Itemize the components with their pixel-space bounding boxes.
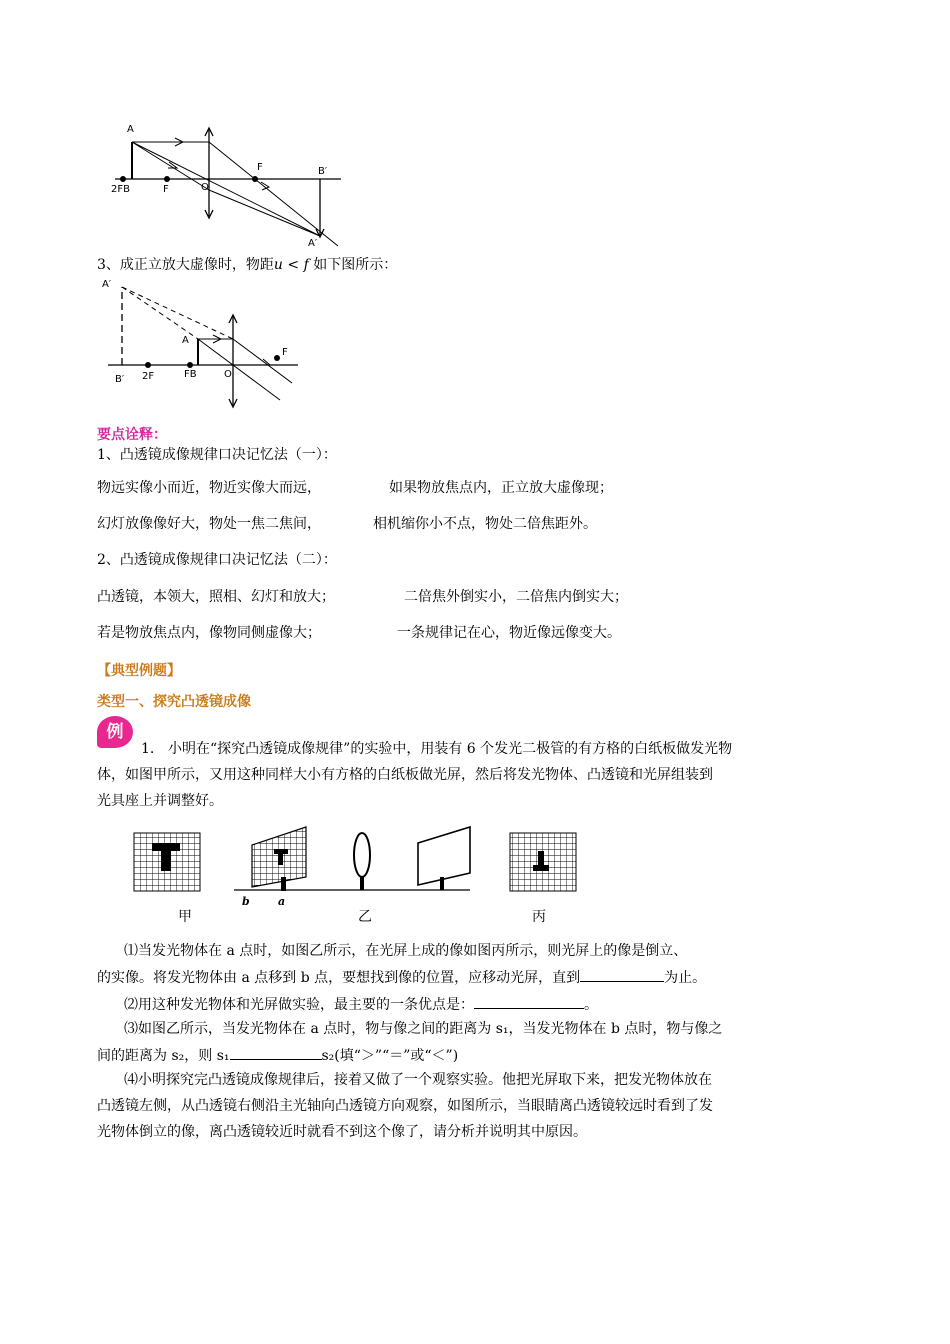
example-badge [97,716,133,748]
label-o: O [224,369,232,380]
section-3-line [97,255,397,275]
focal-point-2f [120,176,126,182]
label-2fb: 2FB [111,184,130,195]
key-points-heading: 要点诠释： [97,427,167,443]
focal-point-2f [145,362,151,368]
mnemonic-2-line-1b: 二倍焦外倒实小，二倍焦内倒实大； [404,589,628,605]
mnemonic-1-line-1a: 物远实像小而近，物近实像大而远， [97,480,321,496]
part-3-line-2a: 间的距离为 s₂，则 s₁ [97,1048,230,1064]
question-1-line-2: 体，如图甲所示，又用这种同样大小有方格的白纸板做光屏，然后将发光物体、凸透镜和光屏组装到 [97,767,713,783]
part-1-line-2a: 的实像。将发光物体由 a 点移到 b 点，要想找到像的位置，应移动光屏，直到 [97,970,581,986]
symbol-f: f [303,257,309,273]
label-yi: 乙 [358,909,372,925]
label-2f: 2F [142,371,155,382]
ray-diagram-virtual-image [100,275,305,410]
symbol-u: u [273,257,283,273]
label-b: b [242,895,250,908]
label-b-prime: B′ [318,166,328,177]
label-f-left: F [163,184,169,195]
answer-blank-3[interactable] [230,1045,322,1060]
ray-diagram-real-image [105,118,350,253]
label-a: a [278,895,286,908]
symbol-less-than: < [287,257,300,273]
type-1-heading: 类型一、探究凸透镜成像 [97,694,251,710]
mnemonic-1-line-1b: 如果物放焦点内，正立放大虚像现； [389,480,613,496]
part-2-end: 。 [584,997,598,1013]
part-3-line-1: ⑶如图乙所示，当发光物体在 a 点时，物与像之间的距离为 s₁，当发光物体在 b 点时，物与像之 [124,1021,723,1037]
convex-lens [354,833,370,877]
figure-jia-grid [134,833,200,891]
badge-label: 例 [106,722,124,742]
label-a-prime: A′ [308,238,318,249]
part-4-line-1: ⑷小明探究完凸透镜成像规律后，接着又做了一个观察实验。他把光屏取下来，把发光物体放在 [124,1072,712,1088]
question-1-line-3: 光具座上并调整好。 [97,793,223,809]
label-a: A [182,335,189,346]
question-1-line-1: 小明在“探究凸透镜成像规律”的实验中，用装有 6 个发光二极管的有方格的白纸板做发光物 [168,741,733,757]
question-1-number: 1. [141,741,155,757]
mnemonic-1-title: 1、凸透镜成像规律口决记忆法（一）： [97,447,337,463]
label-bing: 丙 [532,909,546,925]
mnemonic-1-line-2a: 幻灯放像像好大，物处一焦二焦间， [97,516,321,532]
part-4-line-2: 凸透镜左侧，从凸透镜右侧沿主光轴向凸透镜方向观察，如图所示，当眼睛离凸透镜较远时看到了发 [97,1098,713,1114]
answer-blank-2[interactable] [474,994,584,1009]
part-3-line-2 [97,1045,458,1066]
answer-blank-1[interactable] [580,967,664,982]
section-3-suffix: 如下图所示： [308,257,398,273]
label-a-prime: A′ [102,279,112,290]
part-1-line-1: ⑴当发光物体在 a 点时，如图乙所示，在光屏上成的像如图丙所示，则光屏上的像是倒立、 [124,943,688,959]
part-2-line [124,994,598,1015]
section-3-prefix: 3、成正立放大虚像时，物距 [97,257,274,273]
part-1-line-2b: 为止。 [664,970,707,986]
label-f-right: F [257,162,263,173]
focal-point-f-left [164,176,170,182]
figure-bing-grid [510,833,576,891]
focal-point-f-left [187,362,193,368]
label-jia: 甲 [178,909,192,925]
figure-yi-setup [234,827,470,891]
label-fb: FB [184,369,197,380]
light-screen [418,827,470,885]
mnemonic-1-line-2b: 相机缩你小不点，物处二倍焦距外。 [373,516,597,532]
part-3-line-2b: s₂(填“＞”“＝”或“＜”) [321,1048,459,1064]
part-2-text: ⑵用这种发光物体和光屏做实验，最主要的一条优点是： [124,997,474,1013]
label-a: A [127,124,134,135]
experiment-figure [128,825,588,930]
focal-point-f-right [252,176,258,182]
mnemonic-2-line-2b: 一条规律记在心，物近像远像变大。 [397,625,621,641]
part-4-line-3: 光物体倒立的像，离凸透镜较近时就看不到这个像了，请分析并说明其中原因。 [97,1124,587,1140]
label-b-prime: B′ [115,374,125,385]
mnemonic-2-title: 2、凸透镜成像规律口决记忆法（二）： [97,552,337,568]
part-1-line-2 [97,967,706,988]
examples-heading: 【典型例题】 [97,663,181,679]
mnemonic-2-line-2a: 若是物放焦点内，像物同侧虚像大； [97,625,321,641]
mnemonic-2-line-1a: 凸透镜，本领大，照相、幻灯和放大； [97,589,335,605]
label-f-right: F [282,347,288,358]
focal-point-f-right [274,355,280,361]
label-o: O [201,182,209,193]
